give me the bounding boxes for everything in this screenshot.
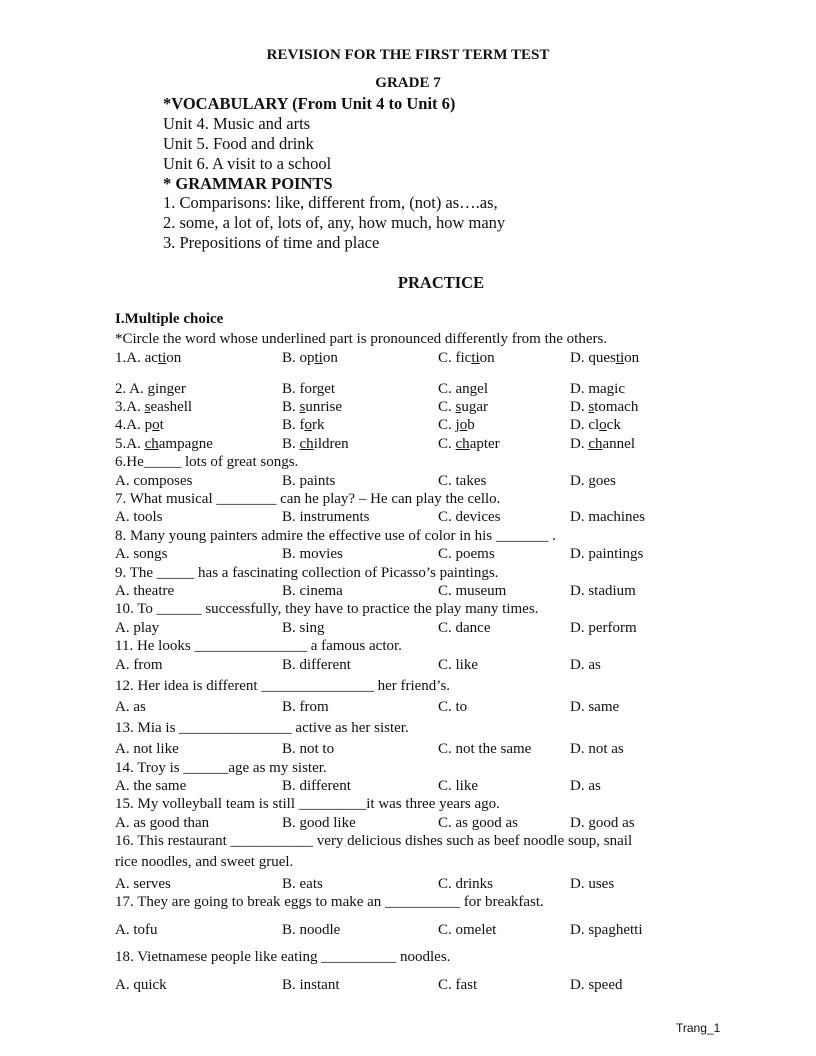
underlined-letters: s (299, 399, 306, 415)
underlined-letters: s (144, 399, 151, 415)
answer-option: D. machines (570, 509, 645, 525)
answer-option: A. composes (115, 473, 193, 489)
underlined-letters: o (304, 417, 312, 433)
answer-option: B. not to (282, 741, 335, 757)
answer-option: D. as (570, 657, 601, 673)
option-text: t (159, 417, 164, 433)
option-text: 4.A. p (115, 417, 153, 433)
pronunciation-option (115, 381, 186, 398)
underlined-letters: ch (455, 436, 470, 452)
grade-label: GRADE 7 (375, 75, 441, 91)
option-text: B. for (282, 381, 317, 397)
answer-option: D. stadium (570, 583, 636, 599)
option-text: C. j (438, 417, 460, 433)
grammar-point: 1. Comparisons: like, different from, (not) as….as, (163, 193, 498, 212)
underlined-letters: s (455, 399, 462, 415)
underlined-letters: o (599, 417, 607, 433)
option-text: C. fic (438, 350, 472, 366)
option-text: on (479, 350, 495, 366)
question-text: 10. To ______ successfully, they have to practice the play many times. (115, 601, 539, 617)
answer-option: A. not like (115, 741, 179, 757)
answer-option: C. to (438, 699, 468, 715)
option-text: ugar (461, 399, 489, 415)
answer-option: D. good as (570, 815, 635, 831)
answer-option: C. fast (438, 977, 478, 993)
pronunciation-option (115, 417, 164, 434)
option-text: et (324, 381, 336, 397)
answer-option: C. not the same (438, 741, 532, 757)
pronunciation-option (570, 350, 639, 367)
option-text: on (166, 350, 182, 366)
option-text: eashell (150, 399, 193, 415)
pronunciation-option (570, 417, 621, 434)
answer-option: A. serves (115, 876, 171, 892)
question-text: 7. What musical ________ can he play? – He can play the cello. (115, 491, 501, 507)
pronunciation-option (438, 417, 475, 434)
answer-option: C. poems (438, 546, 495, 562)
unit-item: Unit 6. A visit to a school (163, 154, 332, 173)
answer-option: A. as good than (115, 815, 210, 831)
practice-heading: PRACTICE (397, 273, 485, 292)
answer-option: B. instant (282, 977, 340, 993)
answer-option: A. from (115, 657, 163, 673)
underlined-letters: ti (314, 350, 323, 366)
question-text: 16. This restaurant ___________ very delicious dishes such as beef noodle soup, snail (115, 833, 633, 849)
pronunciation-option (282, 381, 335, 398)
pronunciation-option (115, 399, 192, 416)
answer-option: C. as good as (438, 815, 518, 831)
answer-option: A. tools (115, 509, 163, 525)
page-number: Trang_1 (676, 1021, 721, 1035)
pronunciation-option (438, 350, 495, 367)
answer-option: D. not as (570, 741, 624, 757)
underlined-letters: ti (157, 350, 167, 366)
page-title: REVISION FOR THE FIRST TERM TEST (266, 47, 550, 63)
underlined-letters: ch (299, 436, 314, 452)
pronunciation-option (570, 381, 625, 398)
option-text: 5.A. (115, 436, 145, 452)
answer-option: A. the same (115, 778, 187, 794)
pronunciation-option (438, 436, 500, 453)
pronunciation-option (570, 436, 635, 453)
pronunciation-option (115, 350, 181, 367)
question-text: 18. Vietnamese people like eating __________ noodles. (115, 949, 451, 965)
answer-option: D. same (570, 699, 620, 715)
answer-option: C. like (438, 657, 478, 673)
question-text: 14. Troy is ______age as my sister. (115, 760, 327, 776)
answer-option: D. perform (570, 620, 637, 636)
answer-option: B. different (282, 778, 351, 794)
option-text: annel (602, 436, 635, 452)
question-text: 6.He_____ lots of great songs. (115, 454, 299, 470)
answer-option: D. as (570, 778, 601, 794)
question-text: 12. Her idea is different _______________ her friend’s. (115, 678, 451, 694)
option-text: rk (312, 417, 325, 433)
answer-option: B. good like (282, 815, 356, 831)
option-text: C. (438, 436, 456, 452)
option-text: unrise (305, 399, 343, 415)
answer-option: B. movies (282, 546, 343, 562)
option-text: b (467, 417, 475, 433)
option-text: D. ques (570, 350, 616, 366)
answer-option: B. cinema (282, 583, 343, 599)
answer-option: B. sing (282, 620, 325, 636)
answer-option: A. theatre (115, 583, 175, 599)
question-text: 8. Many young painters admire the effective use of color in his _______ . (115, 528, 556, 544)
option-text: ic (614, 381, 625, 397)
option-text: D. (570, 436, 589, 452)
answer-option: A. tofu (115, 922, 158, 938)
pronunciation-option (570, 399, 638, 416)
option-text: tomach (594, 399, 639, 415)
underlined-letters: ti (471, 350, 480, 366)
answer-option: C. museum (438, 583, 507, 599)
instruction-text: *Circle the word whose underlined part is pronounced differently from the others. (115, 331, 608, 347)
grammar-point: 3. Prepositions of time and place (163, 233, 380, 252)
option-text: on (624, 350, 640, 366)
option-text: ck (606, 417, 621, 433)
question-text: 13. Mia is _______________ active as her sister. (115, 720, 409, 736)
underlined-letters: o (459, 417, 468, 433)
answer-option: B. different (282, 657, 351, 673)
grammar-point: 2. some, a lot of, lots of, any, how much, how many (163, 213, 506, 232)
option-text: D. ma (570, 381, 607, 397)
option-text: 1.A. ac (115, 350, 158, 366)
unit-item: Unit 5. Food and drink (163, 134, 314, 153)
option-text: B. (282, 399, 300, 415)
pronunciation-option (282, 436, 349, 453)
underlined-letters: o (152, 417, 160, 433)
answer-option: B. from (282, 699, 329, 715)
answer-option: A. play (115, 620, 160, 636)
vocabulary-heading: *VOCABULARY (From Unit 4 to Unit 6) (163, 94, 456, 113)
answer-option: C. devices (438, 509, 501, 525)
answer-option: D. speed (570, 977, 623, 993)
section-heading: I.Multiple choice (115, 311, 224, 327)
answer-option: A. songs (115, 546, 168, 562)
underlined-letters: g (147, 381, 156, 397)
option-text: el (477, 381, 488, 397)
pronunciation-option (282, 350, 338, 367)
option-text: D. cl (570, 417, 600, 433)
option-text: B. f (282, 417, 305, 433)
option-text: C. an (438, 381, 470, 397)
question-text: 9. The _____ has a fascinating collection of Picasso’s paintings. (115, 565, 499, 581)
option-text: B. op (282, 350, 315, 366)
question-text: 11. He looks _______________ a famous actor. (115, 638, 402, 654)
unit-item: Unit 4. Music and arts (163, 114, 311, 133)
answer-option: D. goes (570, 473, 616, 489)
answer-option: A. quick (115, 977, 167, 993)
answer-option: C. like (438, 778, 478, 794)
pronunciation-option (282, 417, 325, 434)
underlined-letters: s (588, 399, 595, 415)
answer-option: B. eats (282, 876, 323, 892)
pronunciation-option (115, 436, 213, 453)
option-text: on (322, 350, 338, 366)
grammar-heading: * GRAMMAR POINTS (163, 174, 333, 193)
question-text: 17. They are going to break eggs to make an __________ for breakfast. (115, 894, 544, 910)
answer-option: C. drinks (438, 876, 494, 892)
answer-option: D. paintings (570, 546, 644, 562)
answer-option: A. as (115, 699, 146, 715)
option-text: apter (469, 436, 500, 452)
pronunciation-option (438, 381, 488, 398)
underlined-letters: g (316, 381, 325, 397)
answer-option: B. paints (282, 473, 336, 489)
option-text: inger (155, 381, 186, 397)
underlined-letters: ch (144, 436, 159, 452)
pronunciation-option (282, 399, 342, 416)
option-text: 2. A. (115, 381, 148, 397)
answer-option: C. omelet (438, 922, 497, 938)
underlined-letters: g (606, 381, 615, 397)
answer-option: B. noodle (282, 922, 341, 938)
answer-option: C. takes (438, 473, 487, 489)
option-text: D. (570, 399, 589, 415)
option-text: C. (438, 399, 456, 415)
option-text: ampagne (158, 436, 213, 452)
answer-option: B. instruments (282, 509, 370, 525)
option-text: 3.A. (115, 399, 145, 415)
underlined-letters: ti (615, 350, 625, 366)
option-text: ildren (313, 436, 349, 452)
question-text-continued: rice noodles, and sweet gruel. (115, 854, 294, 870)
pronunciation-option (438, 399, 488, 416)
underlined-letters: g (469, 381, 478, 397)
question-text: 15. My volleyball team is still _________it was three years ago. (115, 796, 500, 812)
answer-option: D. spaghetti (570, 922, 643, 938)
option-text: B. (282, 436, 300, 452)
answer-option: C. dance (438, 620, 491, 636)
underlined-letters: ch (588, 436, 603, 452)
answer-option: D. uses (570, 876, 615, 892)
